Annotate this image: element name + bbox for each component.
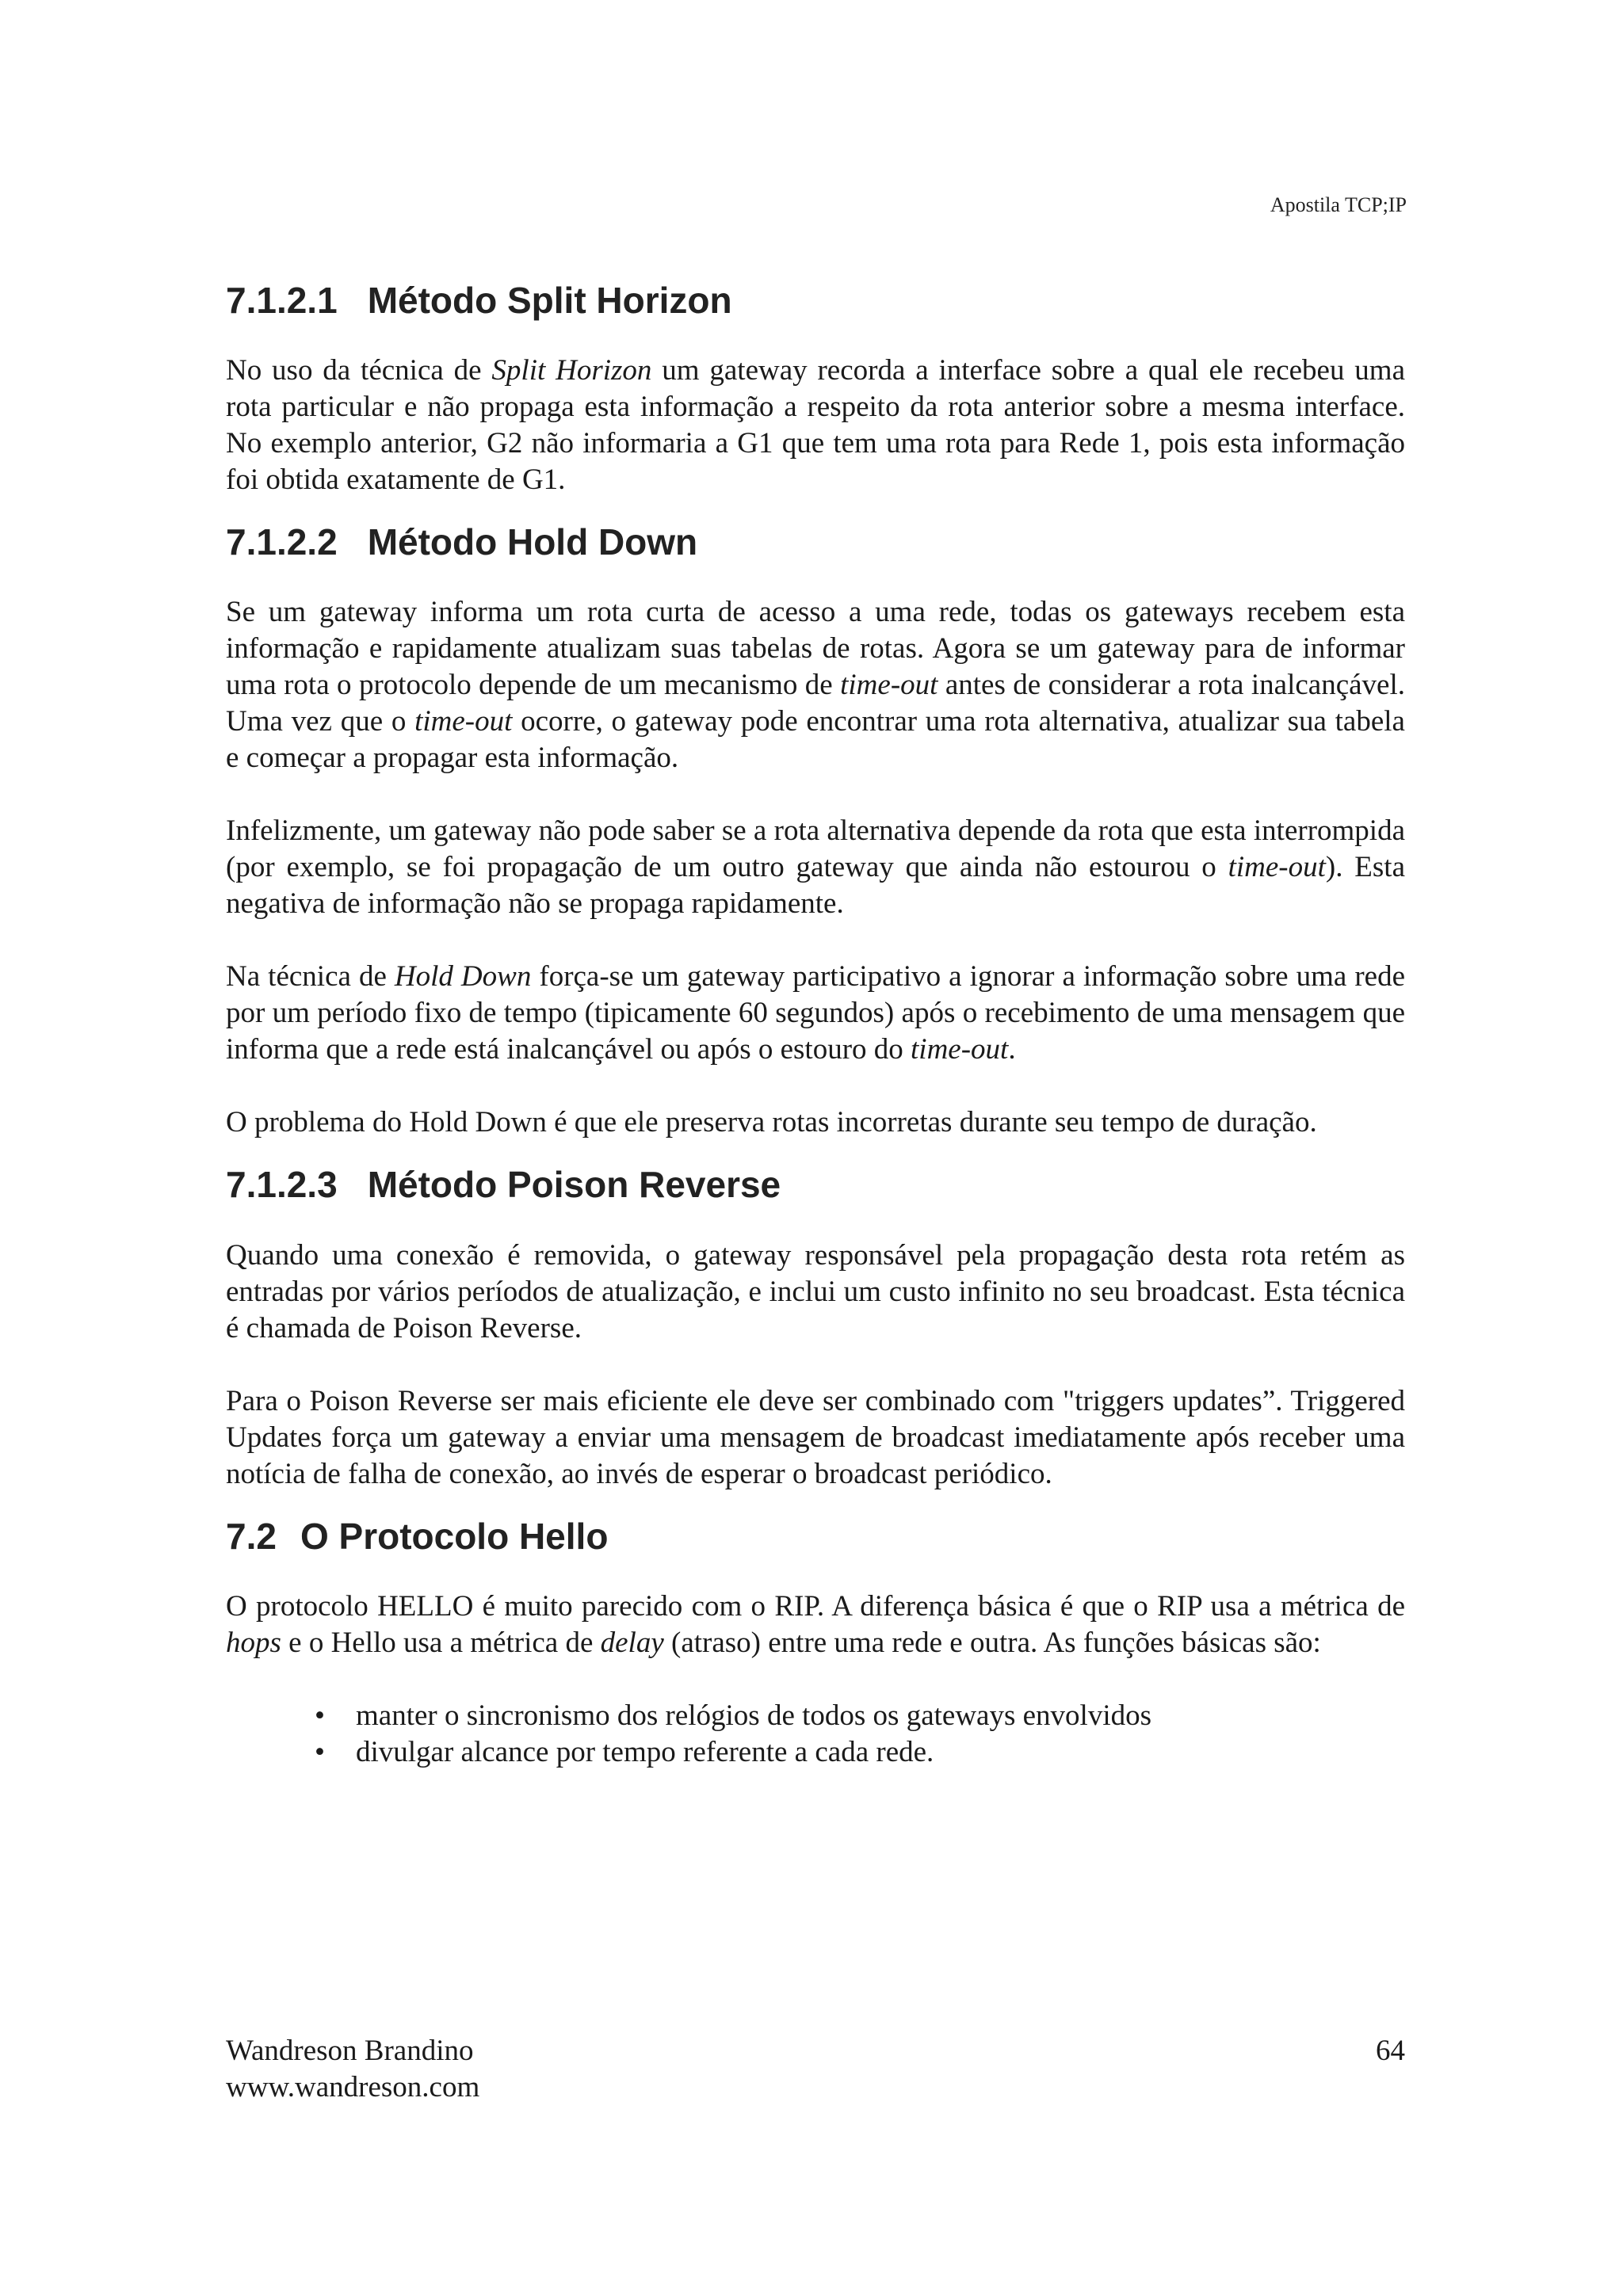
- text-run: um gateway recorda a interface sobre a qual ele recebeu uma rota particular e não propaga esta informação a respeito da rota anterior sobre a mesma interface. No exemplo anterior, G2 não informaria a G1 que tem uma rota para Rede 1, pois esta informação foi obtida exatamente de G1.: [226, 354, 1406, 497]
- paragraph-poison-reverse-1: Quando uma conexão é removida, o gateway responsável pela propagação desta rota retém as entradas por vários períodos de atualização, e inclui um custo infinito no seu broadcast. Esta técnica é chamada de Poison Reverse.: [226, 1238, 1405, 1344]
- section-title: Método Poison Reverse: [367, 1164, 781, 1206]
- paragraph-hold-down-3: [226, 959, 1405, 1068]
- hello-functions-list: [226, 1698, 1405, 1771]
- bullet-icon: •: [315, 1699, 325, 1732]
- running-header: Apostila TCP;IP: [1270, 193, 1407, 216]
- text-run: (atraso) entre uma rede e outra. As funções básicas são:: [663, 1626, 1321, 1659]
- footer-author: Wandreson Brandino: [226, 2035, 474, 2067]
- italic-term: time-out: [840, 669, 938, 702]
- page-content: [226, 279, 1405, 1771]
- list-item: [315, 1698, 1405, 1734]
- paragraph-split-horizon: [226, 353, 1405, 498]
- italic-term: Split Horizon: [491, 354, 652, 387]
- text-run: .: [1008, 1033, 1016, 1066]
- italic-term: hops: [226, 1626, 281, 1659]
- bullet-icon: •: [315, 1735, 325, 1768]
- section-title: Método Hold Down: [367, 521, 698, 563]
- section-number: 7.1.2.1: [226, 280, 338, 321]
- italic-term: Hold Down: [394, 960, 532, 994]
- page-footer: [226, 2033, 1405, 2106]
- list-item-text: divulgar alcance por tempo referente a cada rede.: [356, 1735, 934, 1768]
- text-run: O protocolo HELLO é muito parecido com o RIP. A diferença básica é que o RIP usa a métrica de: [226, 1589, 1405, 1623]
- section-heading-hello: [226, 1515, 1405, 1558]
- text-run: e o Hello usa a métrica de: [281, 1626, 601, 1659]
- paragraph-hold-down-4: O problema do Hold Down é que ele preserva rotas incorretas durante seu tempo de duração.: [226, 1106, 1317, 1139]
- section-heading-poison-reverse: [226, 1163, 1405, 1207]
- paragraph-poison-reverse-2: Para o Poison Reverse ser mais eficiente ele deve ser combinado com "triggers updates”. Triggered Updates força um gateway a enviar uma mensagem de broadcast imediatamente após receber uma notícia de falha de conexão, ao invés de esperar o broadcast periódico.: [226, 1384, 1405, 1490]
- section-title: O Protocolo Hello: [300, 1515, 609, 1557]
- section-number: 7.1.2.3: [226, 1164, 338, 1206]
- text-run: antes de considerar a rota inalcançável. Uma vez que o: [226, 669, 1405, 738]
- section-number: 7.1.2.2: [226, 521, 338, 563]
- page-number: 64: [1376, 2035, 1405, 2067]
- text-run: No uso da técnica de: [226, 354, 492, 387]
- text-run: força-se um gateway participativo a ignorar a informação sobre uma rede por um período fixo de tempo (tipicamente 60 segundos) após o recebimento de uma mensagem que informa que a rede está inalcançável ou após o estouro do: [226, 960, 1405, 1066]
- section-title: Método Split Horizon: [367, 280, 732, 321]
- text-run: Na técnica de: [226, 960, 395, 994]
- section-heading-hold-down: [226, 521, 1405, 564]
- paragraph-hello-1: [226, 1589, 1405, 1661]
- italic-term: time-out: [1228, 851, 1326, 884]
- italic-term: delay: [600, 1626, 664, 1659]
- section-heading-split-horizon: [226, 279, 1405, 322]
- italic-term: time-out: [911, 1033, 1009, 1066]
- text-run: Se um gateway informa um rota curta de acesso a uma rede, todas os gateways recebem esta informação e rapidamente atualizam suas tabelas de rotas. Agora se um gateway para de informar uma rota o protocolo depende de um mecanismo de: [226, 596, 1405, 702]
- list-item-text: manter o sincronismo dos relógios de todos os gateways envolvidos: [356, 1699, 1152, 1732]
- text-run: ocorre, o gateway pode encontrar uma rota alternativa, atualizar sua tabela e começar a propagar esta informação.: [226, 705, 1405, 775]
- footer-website: www.wandreson.com: [226, 2071, 480, 2103]
- paragraph-hold-down-2: [226, 813, 1405, 922]
- italic-term: time-out: [414, 705, 513, 738]
- text-run: ). Esta negativa de informação não se propaga rapidamente.: [226, 851, 1405, 921]
- list-item: [315, 1734, 1405, 1771]
- text-run: Infelizmente, um gateway não pode saber se a rota alternativa depende da rota que esta interrompida (por exemplo, se foi propagação de um outro gateway que ainda não estourou o: [226, 814, 1405, 884]
- section-number: 7.2: [226, 1515, 277, 1557]
- paragraph-hold-down-1: [226, 594, 1405, 776]
